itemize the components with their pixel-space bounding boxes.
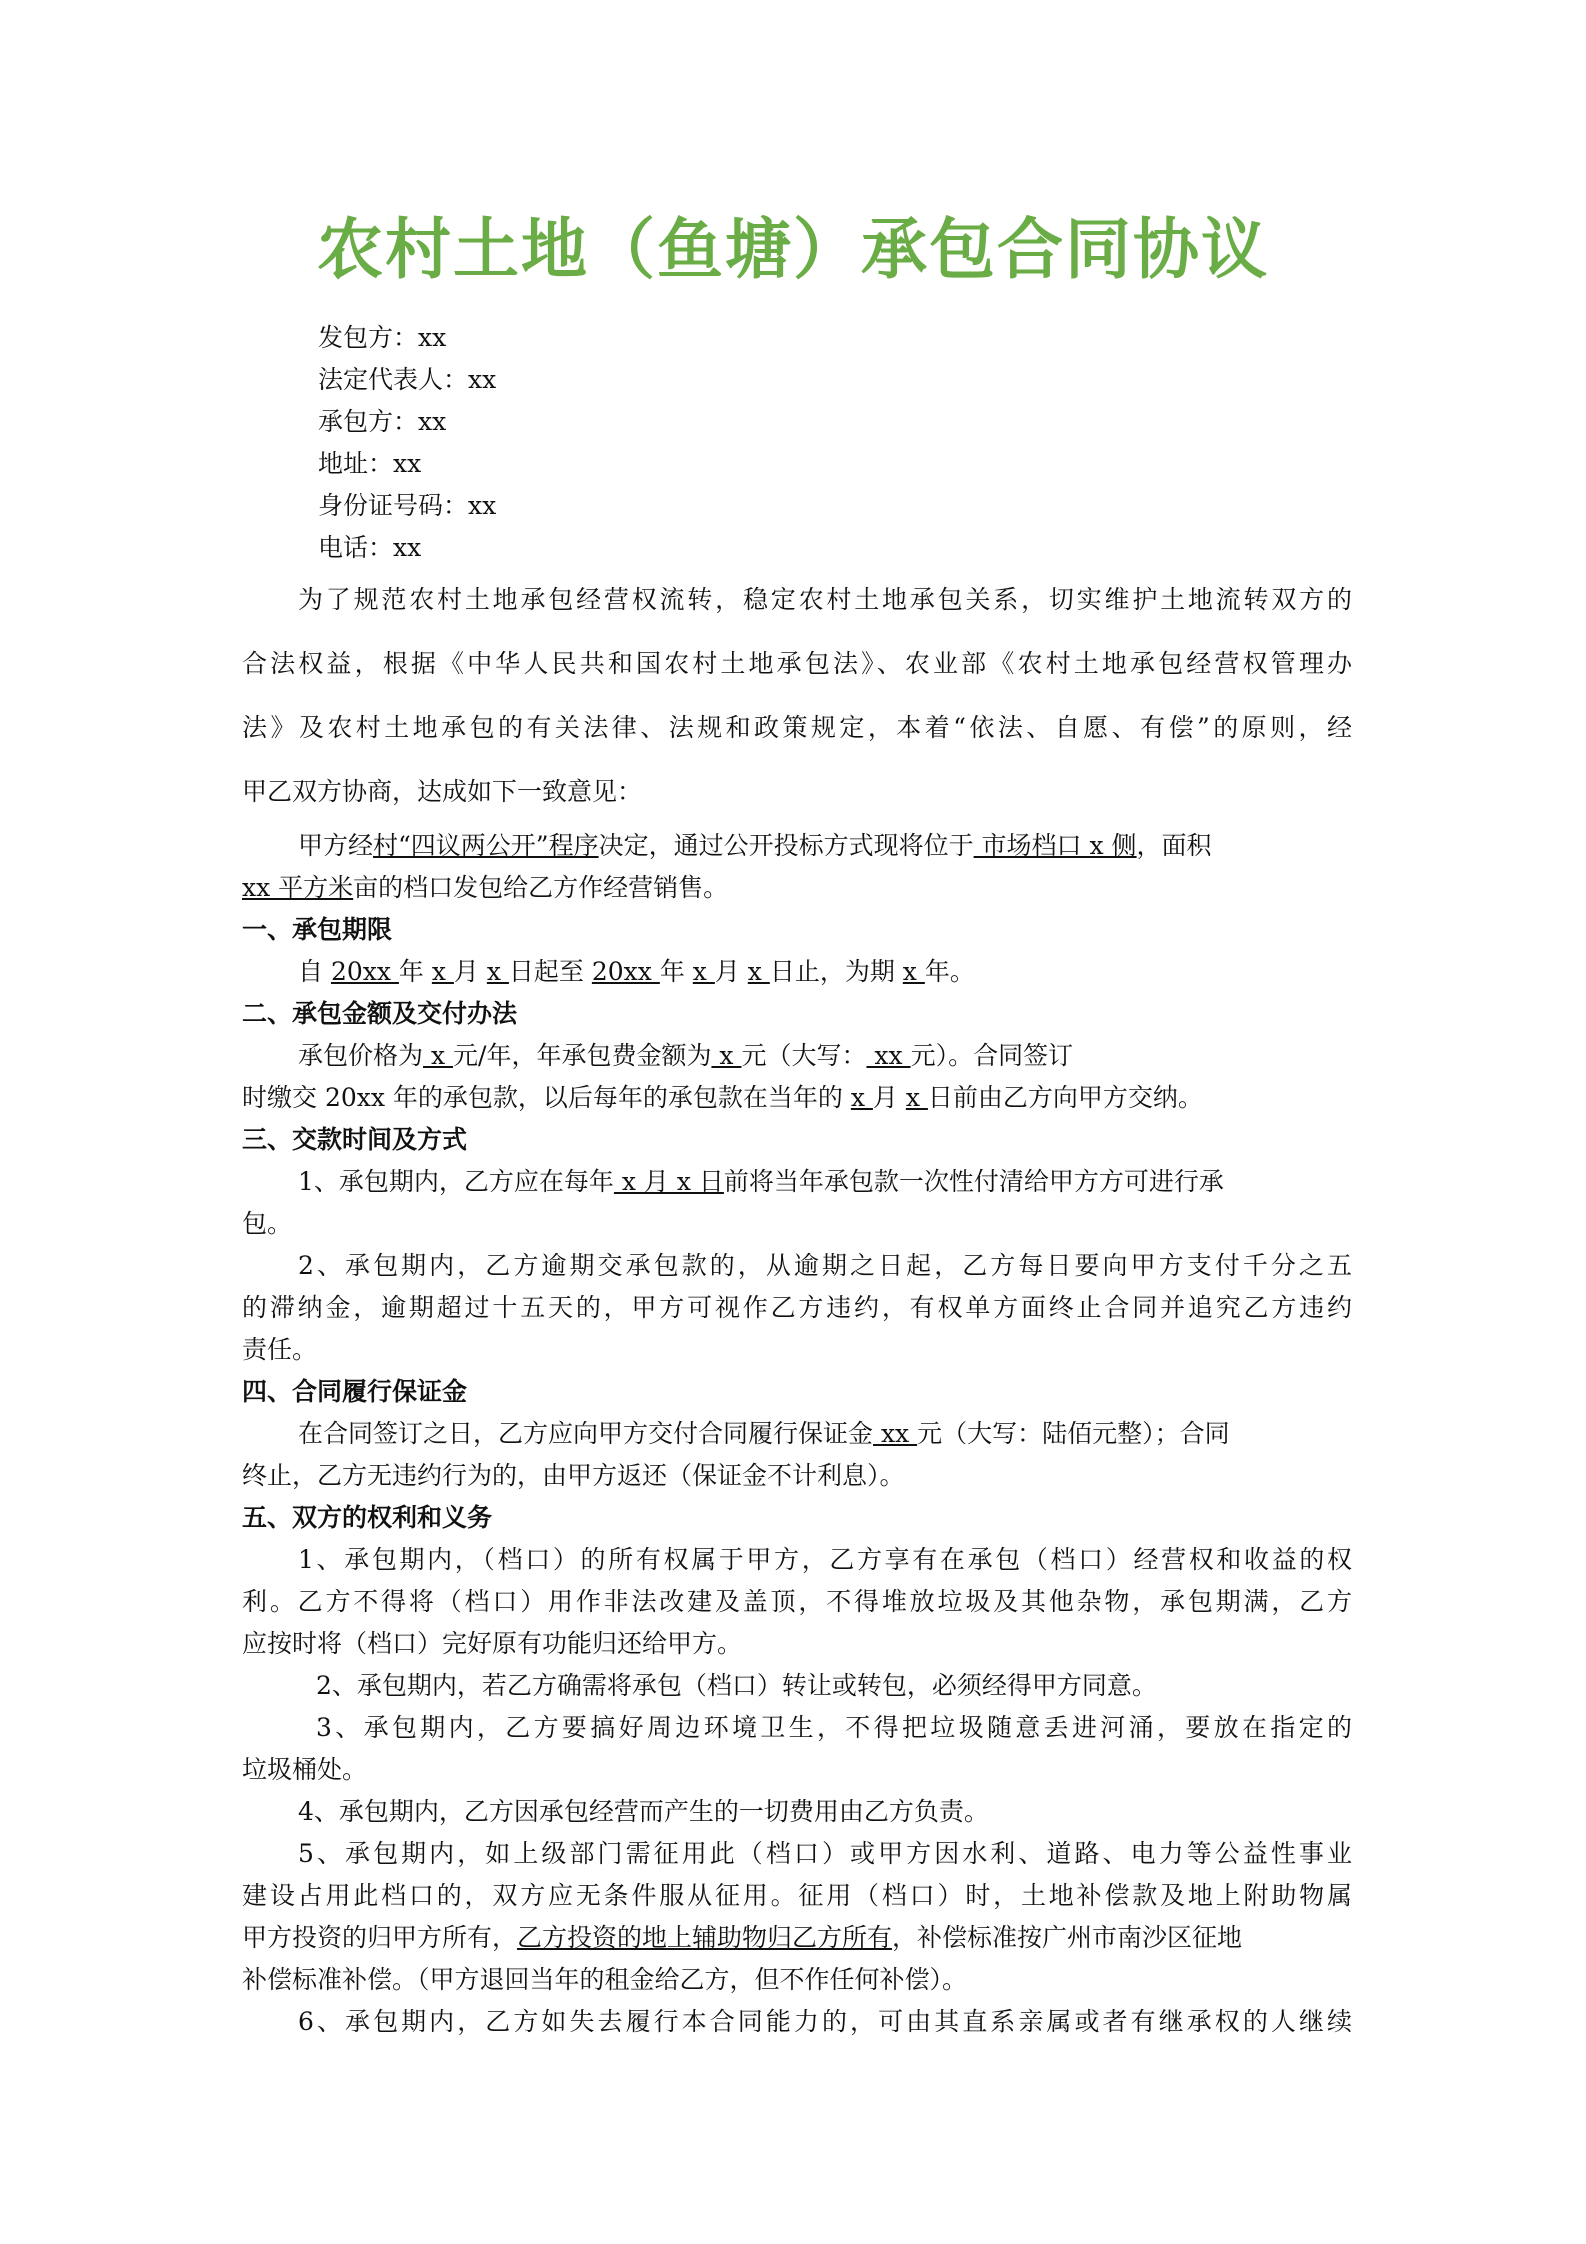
intro-line-1: 为了规范农村土地承包经营权流转，稳定农村土地承包关系，切实维护土地流转双方的: [298, 585, 1352, 614]
deposit-line-1: 在合同签订之日，乙方应向甲方交付合同履行保证金 xx 元（大写：陆佰元整）；合同: [298, 1419, 1230, 1448]
deposit-line-2: 终止，乙方无违约行为的，由甲方返还（保证金不计利息）。: [242, 1461, 905, 1490]
party-address: 地址：xx: [318, 449, 422, 478]
intro-line-3: 法》及农村土地承包的有关法律、法规和政策规定，本着“依法、自愿、有偿”的原则，经: [242, 713, 1352, 742]
lease-area: xx 平方米: [242, 873, 354, 902]
intro-line-4: 甲乙双方协商，达成如下一致意见：: [242, 777, 643, 806]
rights-5-line-4: 补偿标准补偿。（甲方退回当年的租金给乙方，但不作任何补偿）。: [242, 1965, 968, 1994]
rights-3-line-2: 垃圾桶处。: [242, 1755, 368, 1784]
section-1-heading: 一、承包期限: [242, 915, 393, 944]
payment-line-1: 1、承包期内，乙方应在每年 x 月 x 日前将当年承包款一次性付清给甲方方可进行承: [298, 1167, 1224, 1196]
section-5-heading: 五、双方的权利和义务: [242, 1503, 493, 1532]
party-phone: 电话：xx: [318, 533, 422, 562]
rights-3-line-1: 3、承包期内，乙方要搞好周边环境卫生，不得把垃圾随意丢进河涌，要放在指定的: [316, 1713, 1352, 1742]
lease-location: 市场档口 x 侧: [973, 831, 1137, 860]
price-line-2: 时缴交 20xx 年的承包款，以后每年的承包款在当年的 x 月 x 日前由乙方向甲方交纳。: [242, 1083, 1203, 1112]
rights-4: 4、承包期内，乙方因承包经营而产生的一切费用由乙方负责。: [298, 1797, 989, 1826]
section-4-heading: 四、合同履行保证金: [242, 1377, 468, 1406]
rights-6-line-1: 6、承包期内，乙方如失去履行本合同能力的，可由其直系亲属或者有继承权的人继续: [298, 2007, 1352, 2036]
late-fee-line-2: 的滞纳金，逾期超过十五天的，甲方可视作乙方违约，有权单方面终止合同并追究乙方违约: [242, 1293, 1352, 1322]
party-contractor: 承包方：xx: [318, 407, 447, 436]
intro-line-2: 合法权益，根据《中华人民共和国农村土地承包法》、农业部《农村土地承包经营权管理办: [242, 649, 1352, 678]
party-legal-rep: 法定代表人：xx: [318, 365, 497, 394]
rights-2: 2、承包期内，若乙方确需将承包（档口）转让或转包，必须经得甲方同意。: [316, 1671, 1157, 1700]
village-procedure: 村“四议两公开”程序: [373, 831, 599, 860]
lease-paragraph-line-2: xx 平方米亩的档口发包给乙方作经营销售。: [242, 873, 729, 902]
rights-1-line-2: 利。乙方不得将（档口）用作非法改建及盖顶，不得堆放垃圾及其他杂物，承包期满，乙方: [242, 1587, 1352, 1616]
lease-paragraph-line-1: 甲方经村“四议两公开”程序决定，通过公开投标方式现将位于 市场档口 x 侧，面积: [298, 831, 1212, 860]
payment-line-2: 包。: [242, 1209, 293, 1238]
section-3-heading: 三、交款时间及方式: [242, 1125, 468, 1154]
rights-1-line-1: 1、承包期内，（档口）的所有权属于甲方，乙方享有在承包（档口）经营权和收益的权: [298, 1545, 1352, 1574]
section-2-heading: 二、承包金额及交付办法: [242, 999, 518, 1028]
rights-1-line-3: 应按时将（档口）完好原有功能归还给甲方。: [242, 1629, 743, 1658]
price-line-1: 承包价格为 x 元/年，年承包费金额为 x 元（大写： xx 元）。合同签订: [298, 1041, 1074, 1070]
late-fee-line-1: 2、承包期内，乙方逾期交承包款的，从逾期之日起，乙方每日要向甲方支付千分之五: [298, 1251, 1352, 1280]
term-line: 自 20xx 年 x 月 x 日起至 20xx 年 x 月 x 日止，为期 x 年。: [298, 957, 975, 986]
rights-5-line-1: 5、承包期内，如上级部门需征用此（档口）或甲方因水利、道路、电力等公益性事业: [298, 1839, 1352, 1868]
late-fee-line-3: 责任。: [242, 1335, 318, 1364]
party-employer: 发包方：xx: [318, 323, 447, 352]
rights-5-line-3: 甲方投资的归甲方所有，乙方投资的地上辅助物归乙方所有，补偿标准按广州市南沙区征地: [242, 1923, 1243, 1952]
rights-5-line-2: 建设占用此档口的，双方应无条件服从征用。征用（档口）时，土地补偿款及地上附助物属: [242, 1881, 1352, 1910]
party-id-number: 身份证号码：xx: [318, 491, 497, 520]
document-title: 农村土地（鱼塘）承包合同协议: [317, 211, 1269, 288]
